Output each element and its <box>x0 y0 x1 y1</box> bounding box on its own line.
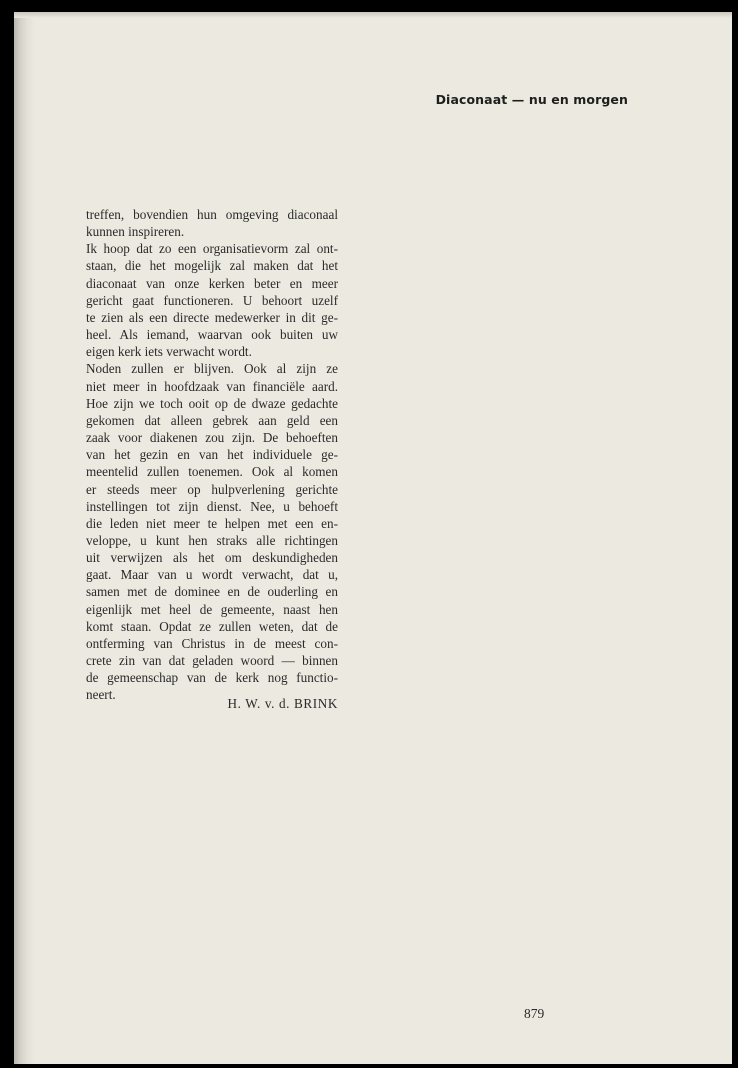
text-line: uit verwijzen als het om deskundigheden <box>86 550 338 566</box>
text-line: instellingen tot zijn dienst. Nee, u behoeft <box>86 498 338 514</box>
text-line: eigen kerk iets verwacht wordt. <box>86 344 252 360</box>
text-line: veloppe, u kunt hen straks alle richtingen <box>86 532 338 548</box>
text-line: die leden niet meer te helpen met een en- <box>86 515 338 531</box>
text-line: neert. <box>86 687 116 703</box>
author-signature: H. W. v. d. BRINK <box>227 696 338 711</box>
body-text <box>86 206 338 704</box>
text-line: komt staan. Opdat ze zullen weten, dat de <box>86 618 338 634</box>
text-line: gaat. Maar van u wordt verwacht, dat u, <box>86 567 338 583</box>
binding-shadow <box>14 12 36 1064</box>
text-line: meentelid zullen toenemen. Ook al komen <box>86 464 338 480</box>
text-line: de gemeenschap van de kerk nog functio- <box>86 670 338 686</box>
text-line: diaconaat van onze kerken beter en meer <box>86 275 338 291</box>
text-line: Hoe zijn we toch ooit op de dwaze gedachte <box>86 395 338 411</box>
text-line: kunnen inspireren. <box>86 224 185 240</box>
text-line: ontferming van Christus in de meest con- <box>86 635 338 651</box>
text-line: Ik hoop dat zo een organisatievorm zal ont- <box>86 241 338 257</box>
document-page <box>14 12 732 1064</box>
text-line: er steeds meer op hulpverlening gerichte <box>86 481 338 497</box>
text-line: eigenlijk met heel de gemeente, naast hen <box>86 601 338 617</box>
text-line: zaak voor diakenen zou zijn. De behoeften <box>86 430 338 446</box>
text-line: Noden zullen er blijven. Ook al zijn ze <box>86 361 338 377</box>
text-line: samen met de dominee en de ouderling en <box>86 584 338 600</box>
text-line: te zien als een directe medewerker in dit ge- <box>86 309 338 325</box>
top-edge-shadow <box>14 12 732 18</box>
text-line: van het gezin en van het individuele ge- <box>86 447 338 463</box>
text-line: treffen, bovendien hun omgeving diaconaal <box>86 207 338 222</box>
text-line: staan, die het mogelijk zal maken dat het <box>86 258 338 274</box>
running-header: Diaconaat — nu en morgen <box>435 92 628 107</box>
page-number: 879 <box>524 1006 545 1021</box>
text-line: gericht gaat functioneren. U behoort uzelf <box>86 292 338 308</box>
text-line: gekomen dat alleen gebrek aan geld een <box>86 412 338 428</box>
text-line: niet meer in hoofdzaak van financiële aard. <box>86 378 338 394</box>
text-line: heel. Als iemand, waarvan ook buiten uw <box>86 327 338 343</box>
text-line: crete zin van dat geladen woord — binnen <box>86 653 338 669</box>
